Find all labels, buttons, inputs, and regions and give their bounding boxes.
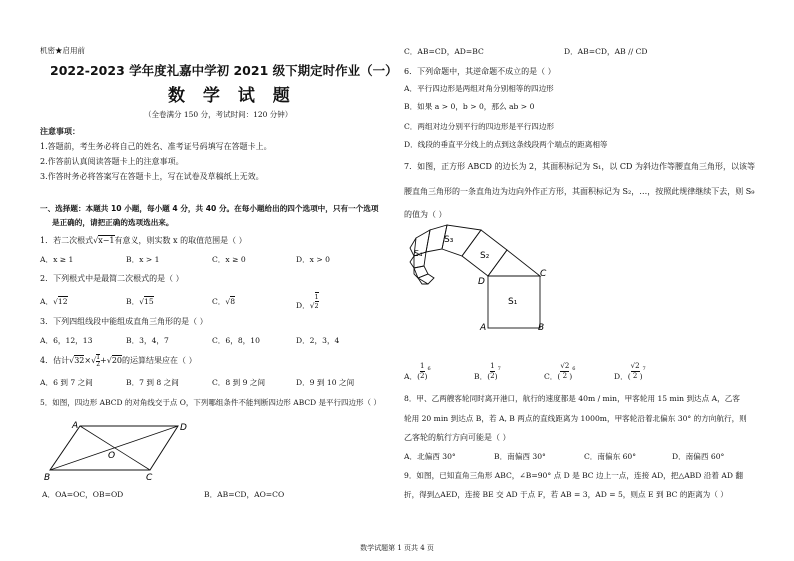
q7-a-exp: 6	[427, 365, 431, 372]
q4-option-d[interactable]: D．9 到 10 之间	[296, 378, 355, 387]
q4-option-b[interactable]: B．7 到 8 之间	[126, 378, 179, 387]
q5-option-c[interactable]: C．AB=CD，AD=BC	[404, 47, 484, 56]
q7-a-den: 2	[420, 372, 425, 380]
q7-b-exp: 7	[497, 365, 501, 372]
q3-option-b[interactable]: B．3，4，7	[126, 336, 169, 345]
note-item: 1.答题前，考生务必将自己的姓名、准考证号码填写在答题卡上。	[40, 142, 272, 151]
q8-option-b[interactable]: B．南偏西 30°	[494, 452, 546, 461]
q8-option-d[interactable]: D．南偏西 60°	[672, 452, 725, 461]
label-b: B	[538, 323, 545, 333]
q2-option-c[interactable]: C．√8	[212, 297, 236, 306]
q2-option-b[interactable]: B．√15	[126, 297, 154, 306]
note-item: 3.作答时务必将答案写在答题卡上，写在试卷及草稿纸上无效。	[40, 172, 264, 181]
question-5: 5．如图，四边形 ABCD 的对角线交于点 O，下列哪组条件不能判断四边形 ABCD 是平行四边形（ ）	[40, 398, 381, 407]
q1-option-c[interactable]: C．x ≥ 0	[212, 255, 246, 264]
q4-frac-den: 2	[96, 361, 101, 368]
q6-option-c[interactable]: C．两组对边分别平行的四边形是平行四边形	[404, 122, 555, 131]
label-b: B	[44, 473, 51, 480]
question-7-line-1: 7．如图，正方形 ABCD 的边长为 2，其面积标记为 S₁，以 CD 为斜边作等腰直角三角形，以该等	[404, 162, 755, 171]
q5-option-b[interactable]: B．AB=CD，AO=CO	[204, 490, 285, 499]
q2-option-c-label: C．	[212, 297, 226, 306]
q2-option-b-label: B．	[126, 297, 140, 306]
q7-option-b-label: B．	[474, 371, 488, 381]
q7-option-b[interactable]: B．( $\frac{1}{2}$ )$^7$	[474, 362, 501, 381]
q7-option-d-label: D．	[614, 371, 628, 381]
question-8-line-2: 轮用 20 min 到达点 B，若 A, B 两点的直线距离为 1000m，甲客轮沿着北偏东 30° 的方向航行，则	[404, 414, 747, 423]
q7-option-a-label: A．	[404, 371, 418, 381]
label-a: A	[72, 421, 79, 431]
notes-heading: 注意事项：	[40, 127, 80, 136]
q7-option-c-label: C．	[544, 371, 558, 381]
q7-option-c[interactable]: C．( $\frac{√2}{2}$ )$^6$	[544, 362, 576, 381]
label-o: O	[108, 451, 116, 461]
q4-stem-pre: 4．估计	[40, 356, 70, 365]
label-c: C	[146, 473, 153, 480]
square-spiral-figure	[404, 222, 554, 334]
q1-option-d[interactable]: D．x > 0	[296, 255, 330, 264]
question-9-line-1: 9．如图，已知直角三角形 ABC，∠B=90° 点 D 是 BC 边上一点，连接 AD，把△ABD 沿着 AD 翻	[404, 471, 743, 480]
q2-option-d[interactable]: D．√ $\frac{1}{2}$	[296, 293, 319, 310]
q3-option-a[interactable]: A．6，12，13	[40, 336, 93, 345]
q1-radicand: x−1	[98, 236, 115, 245]
q4-n1: 32	[74, 356, 85, 365]
q7-option-d[interactable]: D．( $\frac{√2}{2}$ )$^7$	[614, 362, 646, 381]
q1-option-b[interactable]: B．x > 1	[126, 255, 160, 264]
question-6: 6．下列命题中，其逆命题不成立的是（ ）	[404, 67, 556, 76]
parallelogram-figure	[44, 418, 194, 480]
confidential-mark: 机密★启用前	[40, 46, 85, 55]
q3-option-c[interactable]: C．6，8，10	[212, 336, 260, 345]
q5-option-a[interactable]: A．OA=OC，OB=OD	[42, 490, 124, 499]
label-s1: S₁	[508, 297, 518, 307]
q6-option-b[interactable]: B．如果 a > 0，b > 0，那么 ab > 0	[404, 102, 535, 111]
q2-option-a[interactable]: A．√12	[40, 297, 68, 306]
q7-option-a[interactable]: A．( $\frac{1}{2}$ )$^6$	[404, 362, 431, 381]
q7-c-exp: 6	[572, 365, 576, 372]
diagonal-bd	[50, 426, 178, 470]
q2-d-den: 2	[314, 302, 319, 310]
triangle-1	[488, 250, 540, 276]
q4-option-c[interactable]: C．8 到 9 之间	[212, 378, 266, 387]
q6-option-a[interactable]: A．平行四边形是两组对角分别相等的四边形	[404, 84, 554, 93]
q4-option-a[interactable]: A．6 到 7 之间	[40, 378, 93, 387]
question-7-line-3: 的值为（ ）	[404, 210, 447, 219]
q1-option-a[interactable]: A．x ≥ 1	[40, 255, 74, 264]
q2-option-d-label: D．	[296, 301, 310, 310]
page-footer: 数学试题第 1 页共 4 页	[360, 544, 434, 552]
q7-a-num: 1	[420, 362, 425, 370]
exam-title: 2022-2023 学年度礼嘉中学初 2021 级下期定时作业（一）	[50, 63, 398, 78]
q2-option-c-radicand: 8	[230, 297, 236, 306]
q7-c-num: √2	[560, 362, 570, 370]
question-4: 4．估计√32×√ $\frac{1}{2}$ +√20的运算结果应在（ ）	[40, 354, 197, 368]
q7-c-den: 2	[562, 372, 568, 380]
question-7-line-2: 腰直角三角形的一条直角边为边向外作正方形，其面积标记为 S₂，…，按照此规律继续下去，则 S₉	[404, 187, 755, 196]
question-8-line-1: 8．甲、乙两艘客轮同时离开港口，航行的速度都是 40m / min，甲客轮用 15 min 到达点 A，乙客	[404, 394, 740, 403]
label-d: D	[180, 423, 187, 433]
note-item: 2.作答前认真阅读答题卡上的注意事项。	[40, 157, 184, 166]
q2-option-b-radicand: 15	[144, 297, 154, 306]
question-2: 2．下列根式中是最简二次根式的是（ ）	[40, 274, 184, 283]
label-s4: S₄	[414, 249, 423, 258]
sqrt-expression: √x−1	[93, 236, 115, 245]
q2-option-a-label: A．	[40, 297, 54, 306]
q7-b-den: 2	[490, 372, 495, 380]
q4-n2: 20	[111, 356, 123, 365]
section-heading: 一、选择题：本题共 10 小题，每小题 4 分，共 40 分。在每小题给出的四个选项中，只有一个选项	[40, 204, 379, 213]
question-1	[40, 236, 247, 246]
label-s3: S₃	[444, 235, 454, 245]
q7-b-num: 1	[490, 362, 495, 370]
q7-d-den: 2	[632, 372, 638, 380]
subject-title: 数 学 试 题	[168, 86, 296, 106]
q4-stem-post: 的运算结果应在（ ）	[122, 356, 197, 365]
question-3: 3．下列四组线段中能组成直角三角形的是（ ）	[40, 317, 208, 326]
q1-stem-post: 有意义，则实数 x 的取值范围是（ ）	[114, 236, 247, 245]
section-heading-cont: 是正确的，请把正确的选项选出来。	[52, 218, 174, 227]
label-s2: S₂	[480, 251, 490, 261]
q7-d-num: √2	[630, 362, 640, 370]
q4-frac-num: 1	[96, 354, 101, 361]
exam-meta: （全卷满分 150 分，考试时间：120 分钟）	[144, 110, 293, 119]
question-9-line-2: 折，得到△AED，连接 BE 交 AD 于点 F，若 AB = 3，AD = 5，则点 E 到 BC 的距离为（ ）	[404, 490, 728, 499]
q5-option-d[interactable]: D．AB=CD，AB // CD	[564, 47, 648, 56]
q6-option-d[interactable]: D．线段的垂直平分线上的点到这条线段两个端点的距离相等	[404, 140, 608, 149]
square-s8	[418, 274, 434, 284]
label-d: D	[478, 277, 485, 287]
q1-stem-pre: 1．若二次根式	[40, 236, 94, 245]
q7-d-exp: 7	[642, 365, 646, 372]
label-c: C	[540, 269, 547, 279]
q8-option-a[interactable]: A．北偏西 30°	[404, 452, 456, 461]
q3-option-d[interactable]: D．2，3，4	[296, 336, 340, 345]
q8-option-c[interactable]: C．南偏东 60°	[584, 452, 637, 461]
q2-option-a-radicand: 12	[57, 297, 68, 306]
label-a: A	[480, 323, 487, 333]
q2-d-num: 1	[314, 293, 319, 301]
question-8-line-3: 乙客轮的航行方向可能是（ ）	[404, 433, 511, 442]
